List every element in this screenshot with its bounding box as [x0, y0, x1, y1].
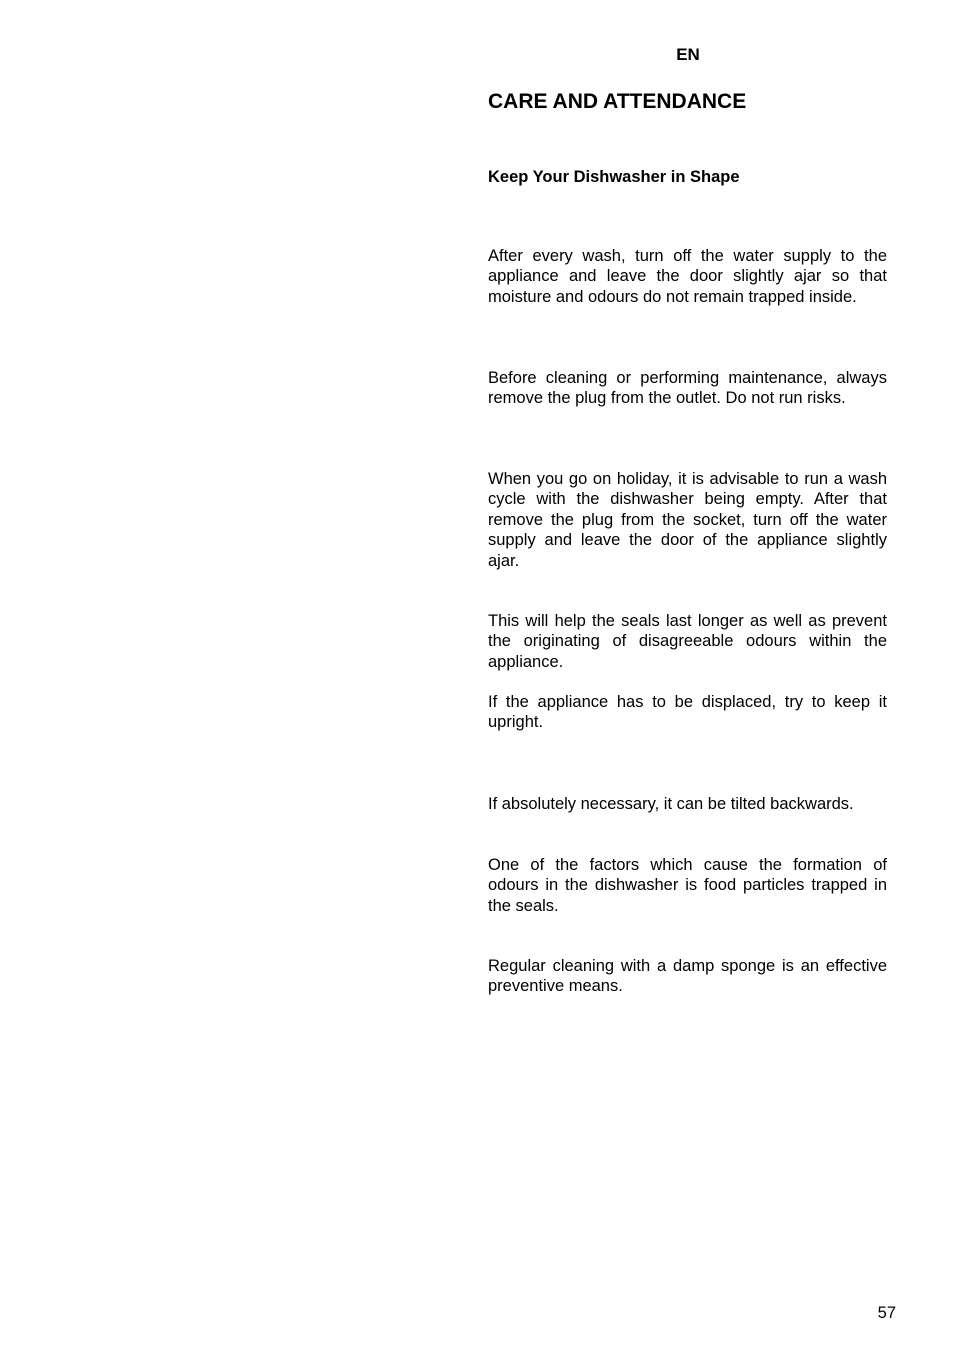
section-subtitle: Keep Your Dishwasher in Shape: [488, 168, 740, 186]
paragraph-odours: One of the factors which cause the formation of odours in the dishwasher is food particles trapped in the seals.: [488, 856, 887, 915]
page-number: 57: [877, 1304, 896, 1322]
paragraph-seals: This will help the seals last longer as well as prevent the originating of disagreeable odours within the appliance.: [488, 612, 887, 671]
paragraph-holiday: When you go on holiday, it is advisable to run a wash cycle with the dishwasher being empty. After that remove the plug from the socket, turn off the water supply and leave the door of the appliance slightly ajar.: [488, 470, 887, 570]
paragraph-remove-plug: Before cleaning or performing maintenance, always remove the plug from the outlet. Do not run risks.: [488, 369, 887, 408]
paragraph-tilted: If absolutely necessary, it can be tilted backwards.: [488, 795, 854, 813]
section-title: CARE AND ATTENDANCE: [488, 90, 747, 113]
language-label: EN: [676, 45, 700, 64]
paragraph-displaced: If the appliance has to be displaced, try to keep it upright.: [488, 693, 887, 732]
paragraph-sponge: Regular cleaning with a damp sponge is an effective preventive means.: [488, 957, 887, 996]
paragraph-water-supply: After every wash, turn off the water supply to the appliance and leave the door slightly ajar so that moisture and odours do not remain trapped inside.: [488, 247, 887, 306]
